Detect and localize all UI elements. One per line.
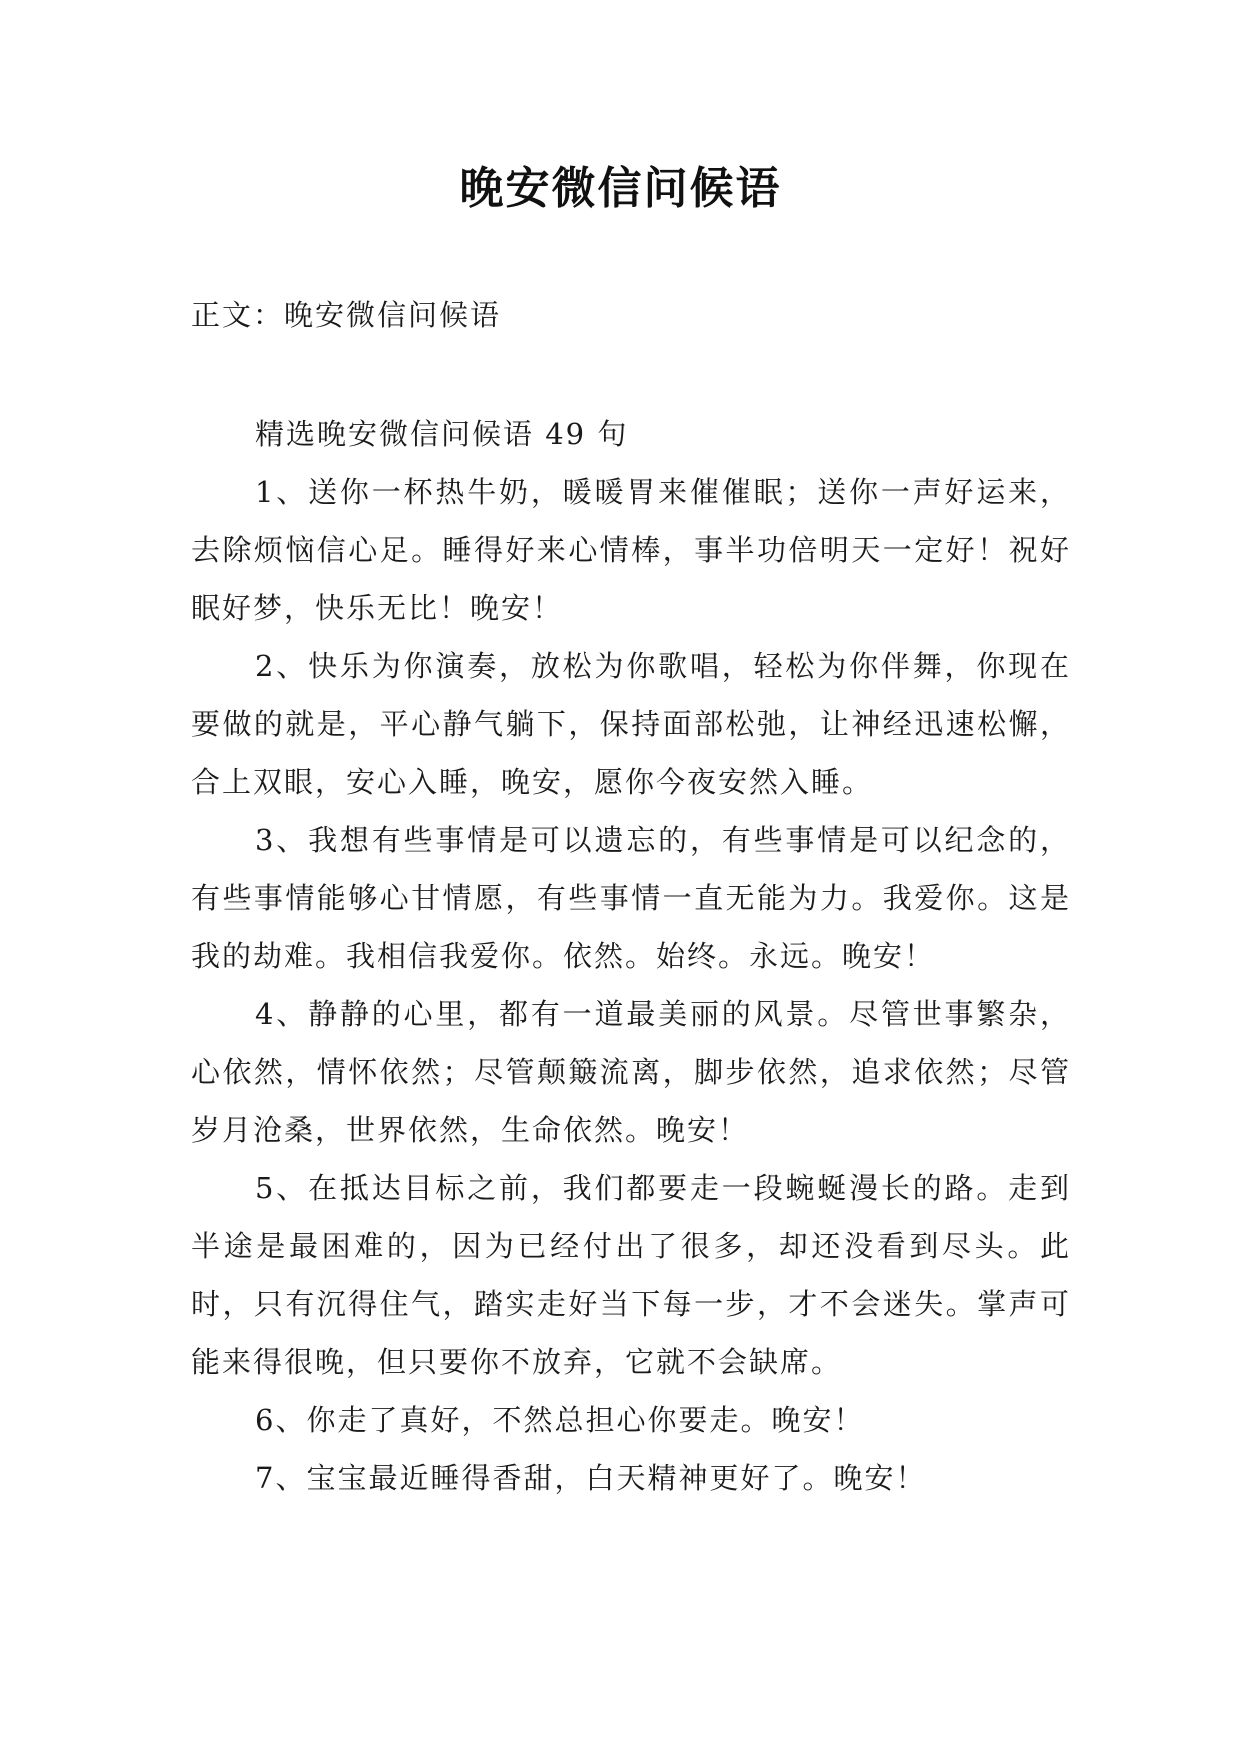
document-title: 晚安微信问候语: [459, 163, 782, 214]
paragraph: 1、送你一杯热牛奶，暖暖胃来催催眠；送你一声好运来，去除烦恼信心足。睡得好来心情棒，事半功倍明天一定好！祝好眠好梦，快乐无比！晚安！: [191, 475, 1071, 625]
intro-line: 正文：晚安微信问候语: [191, 298, 502, 332]
paragraph: 7、宝宝最近睡得香甜，白天精神更好了。晚安！: [255, 1461, 927, 1495]
paragraph: 2、快乐为你演奏，放松为你歌唱，轻松为你伴舞，你现在要做的就是，平心静气躺下，保持面部松弛，让神经迅速松懈，合上双眼，安心入睡，晚安，愿你今夜安然入睡。: [191, 649, 1071, 799]
paragraph: 6、你走了真好，不然总担心你要走。晚安！: [255, 1403, 865, 1437]
paragraph: 3、我想有些事情是可以遗忘的，有些事情是可以纪念的，有些事情能够心甘情愿，有些事情一直无能为力。我爱你。这是我的劫难。我相信我爱你。依然。始终。永远。晚安！: [191, 823, 1071, 973]
paragraph: 5、在抵达目标之前，我们都要走一段蜿蜒漫长的路。走到半途是最困难的，因为已经付出了很多，却还没看到尽头。此时，只有沉得住气，踏实走好当下每一步，才不会迷失。掌声可能来得很晚，但只要你不放弃，它就不会缺席。: [191, 1171, 1071, 1379]
document-body: [191, 405, 1071, 1507]
paragraph-heading: 精选晚安微信问候语 49 句: [255, 417, 629, 451]
paragraph: 4、静静的心里，都有一道最美丽的风景。尽管世事繁杂，心依然，情怀依然；尽管颠簸流离，脚步依然，追求依然；尽管岁月沧桑，世界依然，生命依然。晚安！: [191, 997, 1071, 1147]
